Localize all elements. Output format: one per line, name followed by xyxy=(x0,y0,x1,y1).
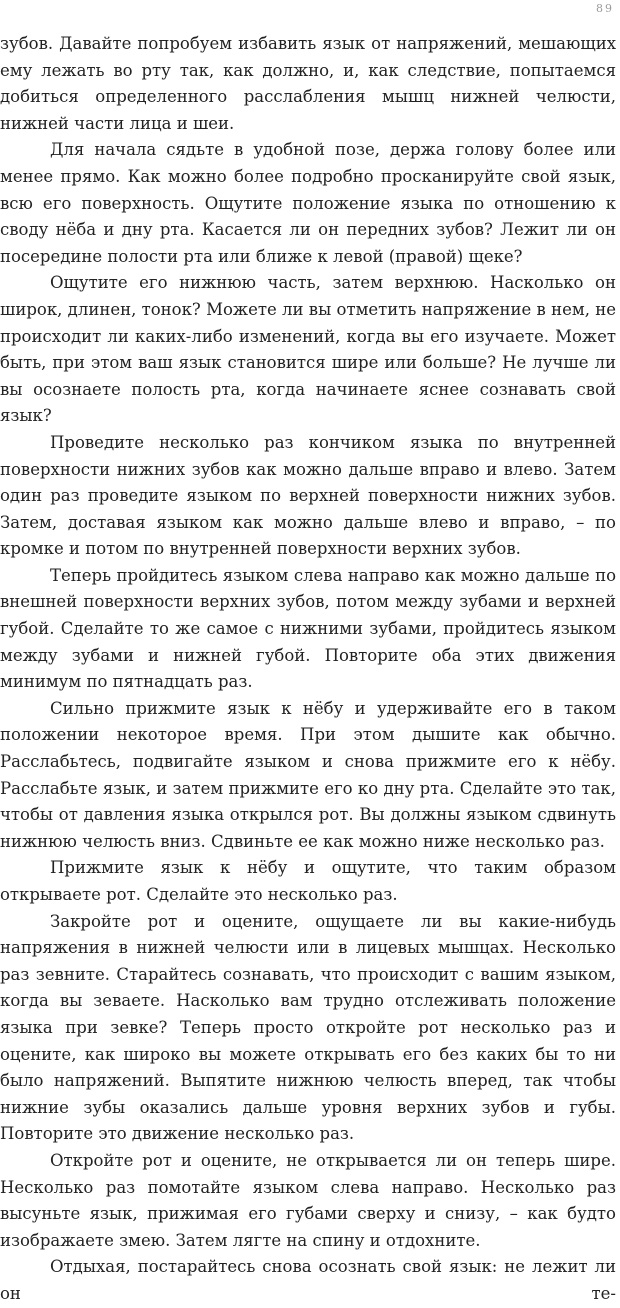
paragraph-5: Теперь пройдитесь языком слева направо как можно дальше по внешней поверхности верхних зубов, потом между зубами и верхней губой. Сделайте то же самое с нижними зубами, пройдитесь языком между зубами и нижней губой. Повторите оба этих движения минимум по пятнадцать раз. xyxy=(0,565,616,692)
paragraph-10: Отдыхая, постарайтесь снова осознать свой язык: не лежит ли он те- xyxy=(0,1257,616,1303)
paragraph-2: Для начала сядьте в удобной позе, держа голову более или менее прямо. Как можно более подробно просканируйте свой язык, всю его поверхность. Ощутите положение языка по отношению к своду нёба и дну рта. Касается ли он передних зубов? Лежит ли он посередине полости рта или ближе к левой (правой) щеке? xyxy=(0,140,616,266)
paragraph-9: Откройте рот и оцените, не открывается ли он теперь шире. Несколько раз помотайте языком слева направо. Несколько раз высуньте язык, прижимая его губами сверху и снизу, – как будто изображаете змею. Затем лягте на спину и отдохните. xyxy=(0,1150,616,1250)
paragraph-7: Прижмите язык к нёбу и ощутите, что таким образом открываете рот. Сделайте это несколько раз. xyxy=(0,858,616,904)
page-text xyxy=(0,31,616,1308)
paragraph-1: зубов. Давайте попробуем избавить язык от напряжений, мешающих ему лежать во рту так, как должно, и, как следствие, попытаемся добиться определенного расслабления мышц нижней челюсти, нижней части лица и шеи. xyxy=(0,34,616,133)
paragraph-3: Ощутите его нижнюю часть, затем верхнюю. Насколько он широк, длинен, тонок? Можете ли вы отметить напряжение в нем, не происходит ли каких-либо изменений, когда вы его изучаете. Может быть, при этом ваш язык становится шире или больше? Не лучше ли вы осознаете полость рта, когда начинаете яснее сознавать свой язык? xyxy=(0,273,616,426)
paragraph-4: Проведите несколько раз кончиком языка по внутренней поверхности нижних зубов как можно дальше вправо и влево. Затем один раз проведите языком по верхней поверхности нижних зубов. Затем, доставая языком как можно дальше влево и вправо, – по кромке и потом по внутренней поверхности верхних зубов. xyxy=(0,432,616,559)
page-number: 89 xyxy=(596,2,614,15)
paragraph-8: Закройте рот и оцените, ощущаете ли вы какие-нибудь напряжения в нижней челюсти или в лицевых мышцах. Несколько раз зевните. Старайтесь сознавать, что происходит с вашим языком, когда вы зеваете. Насколько вам трудно отслеживать положение языка при зевке? Теперь просто откройте рот несколько раз и оцените, как широко вы можете открывать его без каких бы то ни было напряжений. Выпятите нижнюю челюсть вперед, так чтобы нижние зубы оказались дальше уровня верхних зубов и губы. Повторите это движение несколько раз. xyxy=(0,911,616,1144)
paragraph-6: Сильно прижмите язык к нёбу и удерживайте его в таком положении некоторое время. При этом дышите как обычно. Расслабьтесь, подвигайте языком и снова прижмите его к нёбу. Расслабьте язык, и затем прижмите его ко дну рта. Сделайте это так, чтобы от давления языка открылся рот. Вы должны языком сдвинуть нижнюю челюсть вниз. Сдвиньте ее как можно ниже несколько раз. xyxy=(0,698,616,851)
